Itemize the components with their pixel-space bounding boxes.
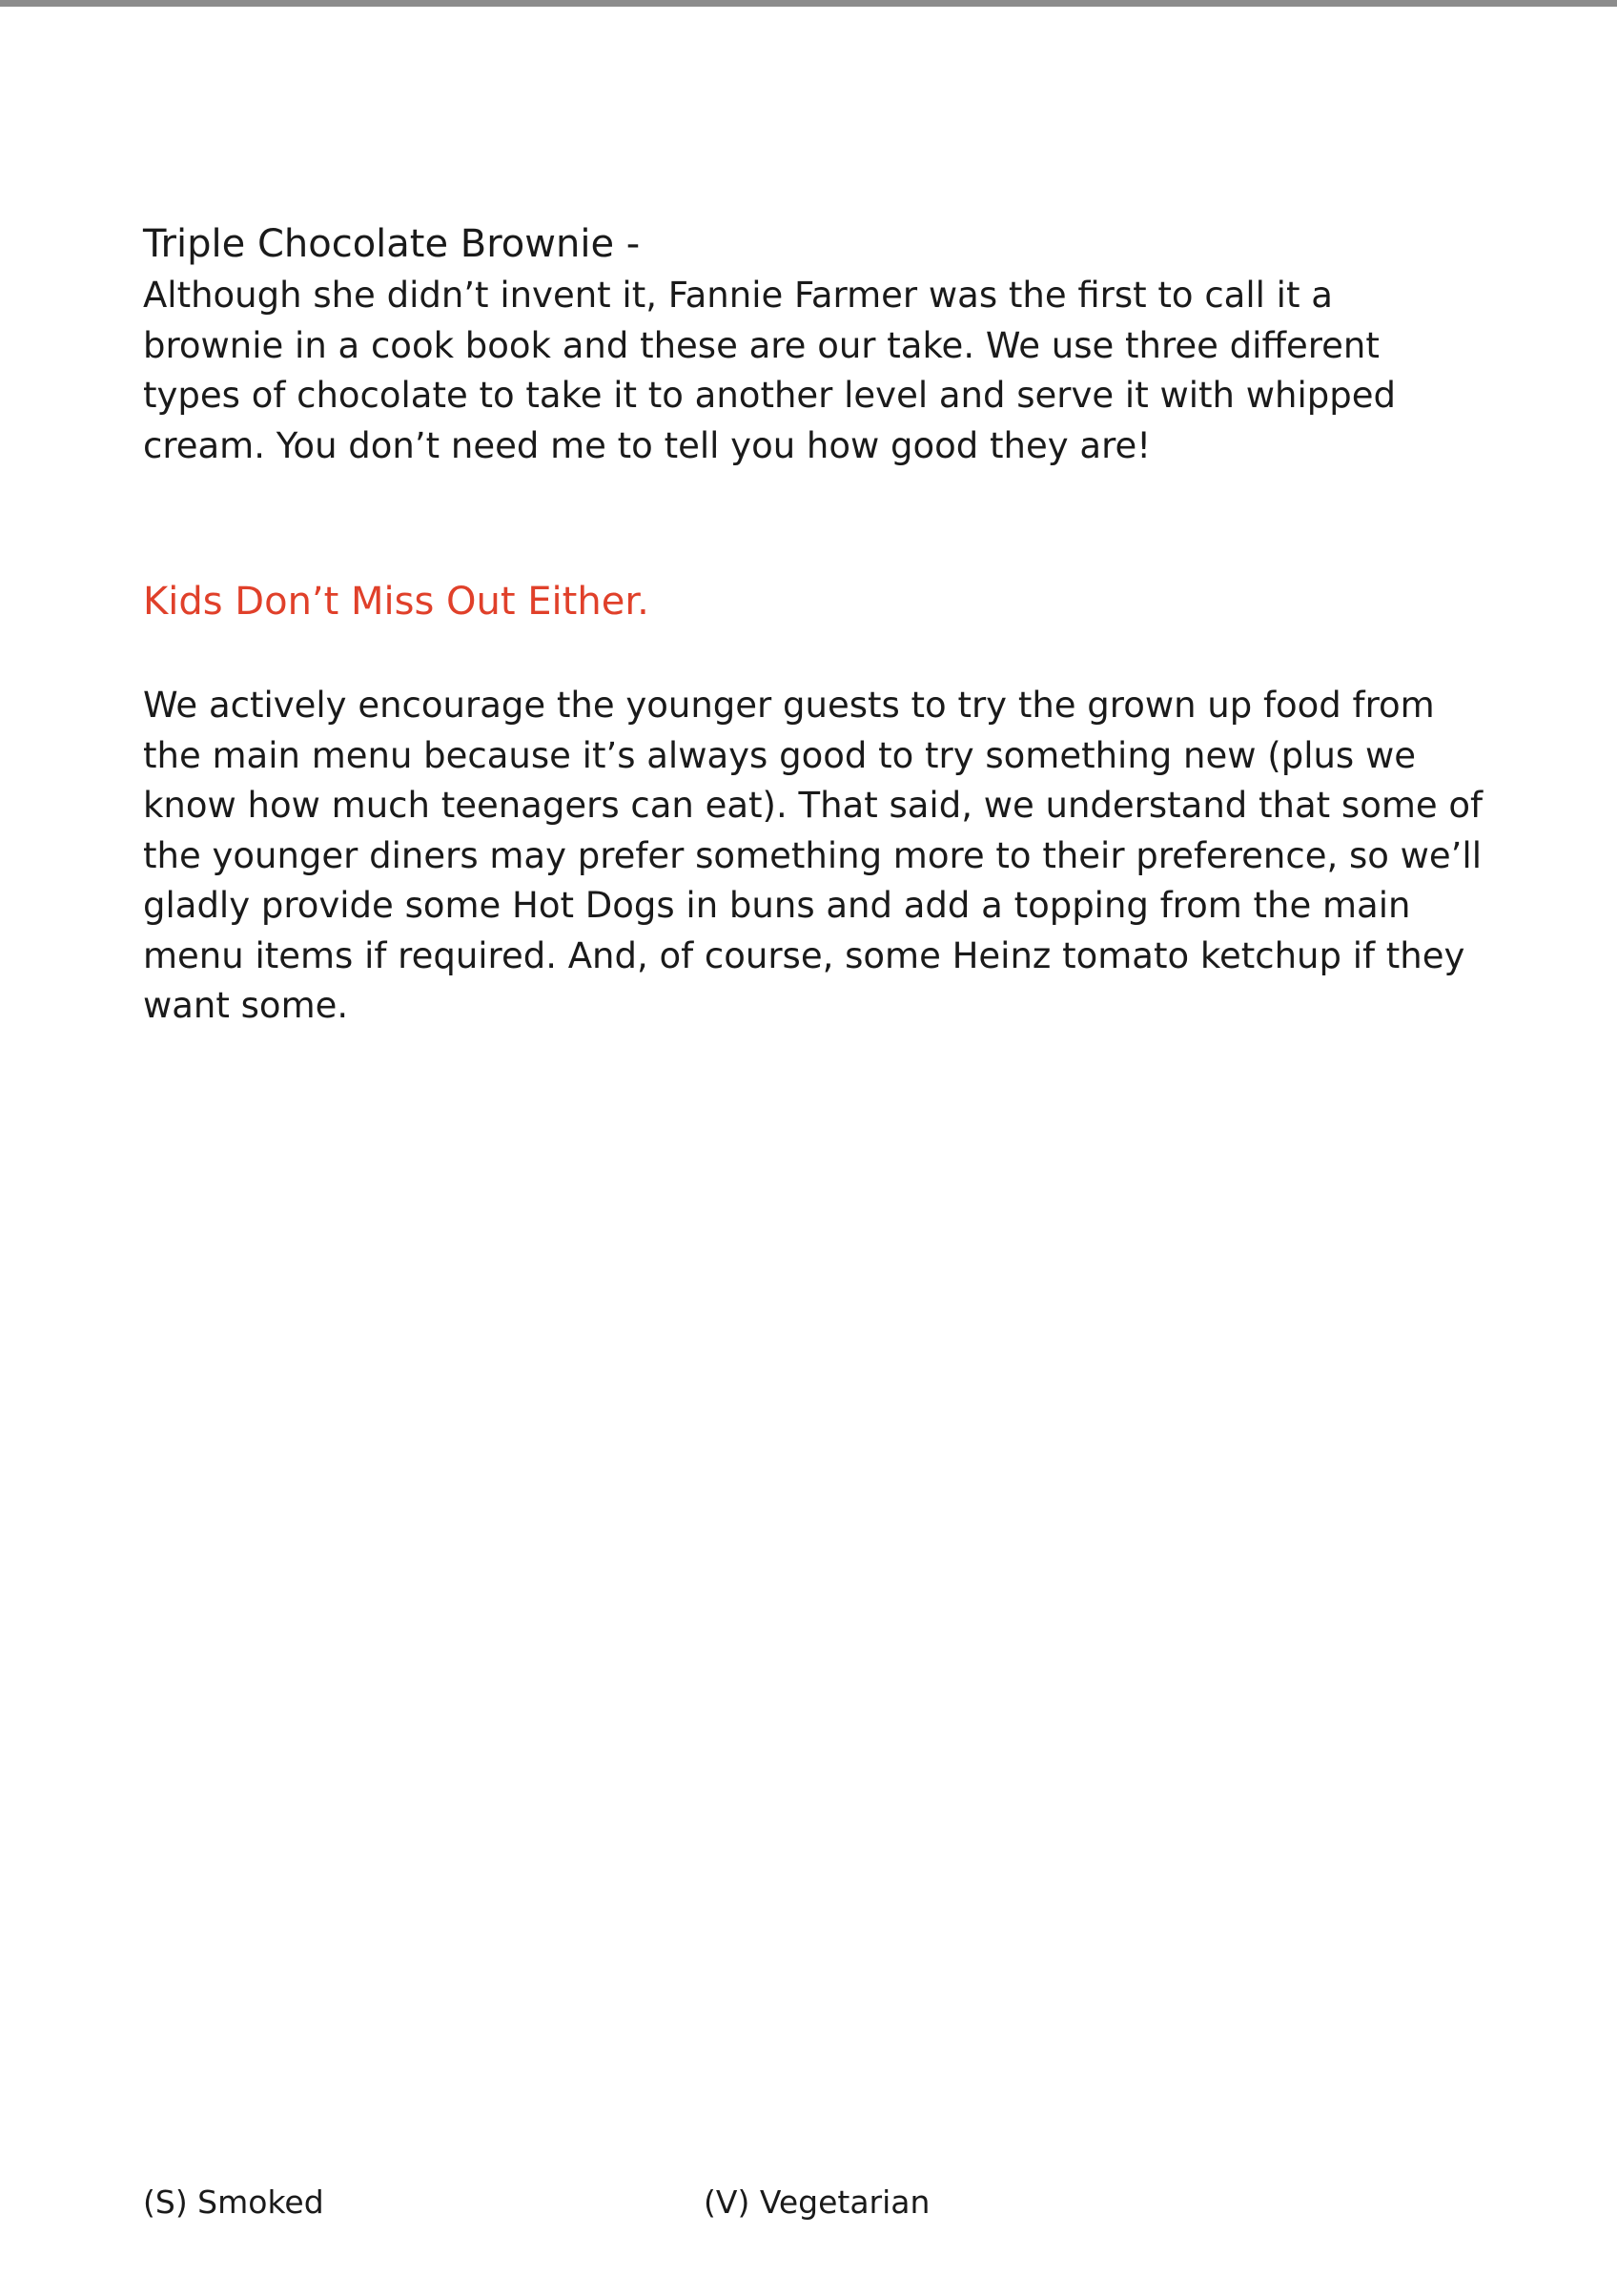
legend-vegetarian: (V) Vegetarian	[704, 2183, 931, 2221]
dessert-description: Although she didn’t invent it, Fannie Farmer was the first to call it a brownie in a cook book and these are our take. We use three different types of chocolate to take it to another level and serve it with whipped cream. You don’t need me to tell you how good they are!	[143, 275, 1396, 466]
kids-body: We actively encourage the younger guests to try the grown up food from the main menu because it’s always good to try something new (plus we know how much teenagers can eat). That said, we understand that some of the younger diners may prefer something more to their preference, so we’ll gladly provide some Hot Dogs in buns and add a topping from the main menu items if required. And, of course, some Heinz tomato ketchup if they want some.	[143, 685, 1484, 1026]
legend-smoked: (S) Smoked	[143, 2183, 324, 2221]
top-rule	[0, 0, 1617, 7]
dessert-title: Triple Chocolate Brownie -	[143, 222, 641, 266]
dessert-item	[143, 217, 1497, 471]
kids-heading: Kids Don’t Miss Out Either.	[143, 580, 649, 624]
